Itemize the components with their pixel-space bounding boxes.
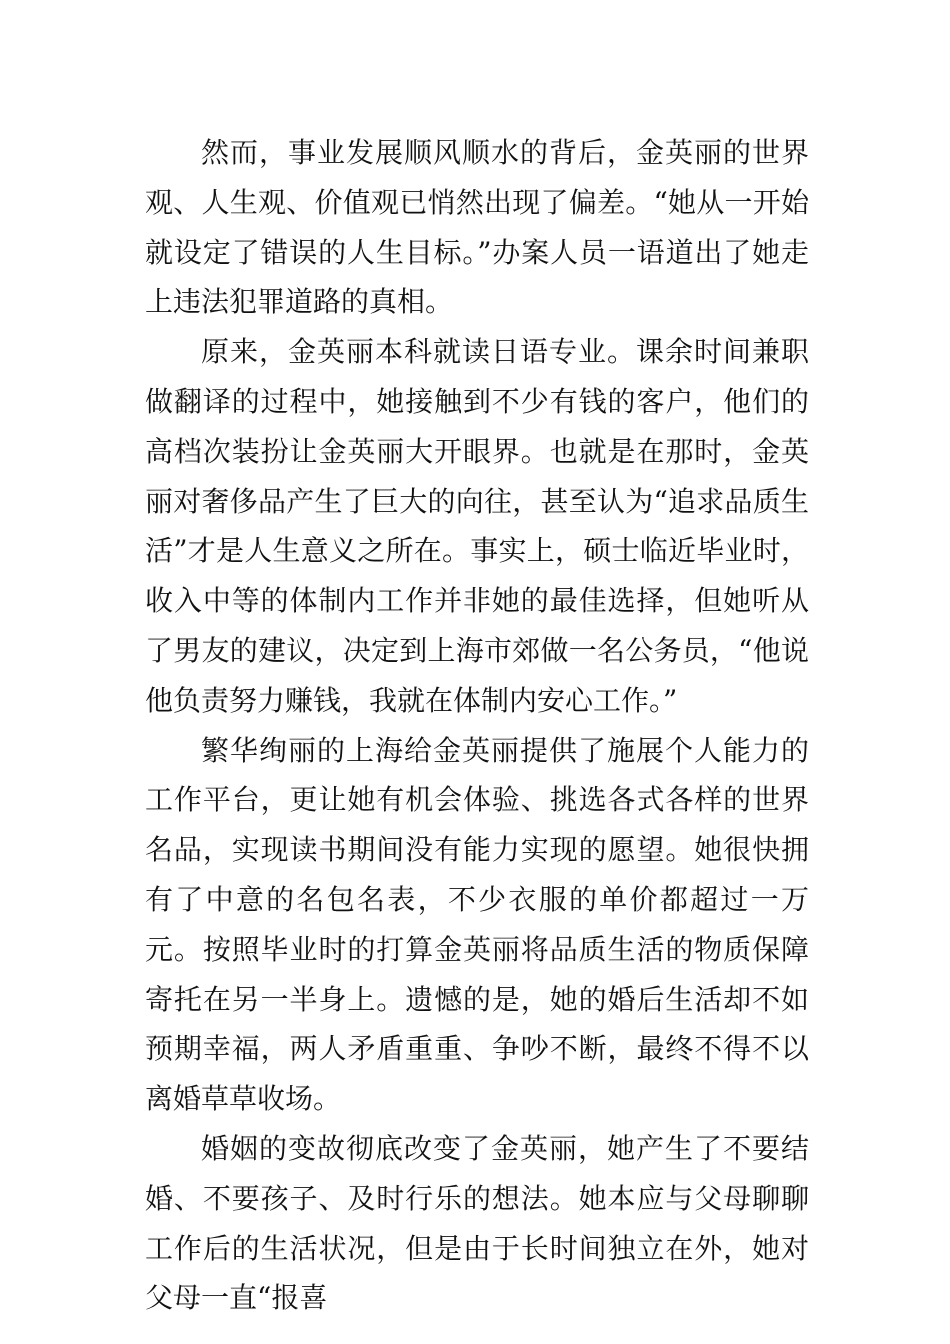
- article-body: [145, 128, 809, 1323]
- paragraph-4: 婚姻的变故彻底改变了金英丽，她产生了不要结婚、不要孩子、及时行乐的想法。她本应与父母聊聊工作后的生活状况，但是由于长时间独立在外，她对父母一直“报喜: [145, 1131, 809, 1315]
- paragraph-2: 原来，金英丽本科就读日语专业。课余时间兼职做翻译的过程中，她接触到不少有钱的客户，他们的高档次装扮让金英丽大开眼界。也就是在那时，金英丽对奢侈品产生了巨大的向往，甚至认为“追求品质生活”才是人生意义之所在。事实上，硕士临近毕业时，收入中等的体制内工作并非她的最佳选择，但她听从了男友的建议，决定到上海市郊做一名公务员，“他说他负责努力赚钱，我就在体制内安心工作。”: [145, 335, 809, 717]
- paragraph-1: 然而，事业发展顺风顺水的背后，金英丽的世界观、人生观、价值观已悄然出现了偏差。“她从一开始就设定了错误的人生目标。”办案人员一语道出了她走上违法犯罪道路的真相。: [145, 136, 809, 319]
- paragraph-3: 繁华绚丽的上海给金英丽提供了施展个人能力的工作平台，更让她有机会体验、挑选各式各样的世界名品，实现读书期间没有能力实现的愿望。她很快拥有了中意的名包名表，不少衣服的单价都超过一万元。按照毕业时的打算金英丽将品质生活的物质保障寄托在另一半身上。遗憾的是，她的婚后生活却不如预期幸福，两人矛盾重重、争吵不断，最终不得不以离婚草草收场。: [145, 733, 809, 1116]
